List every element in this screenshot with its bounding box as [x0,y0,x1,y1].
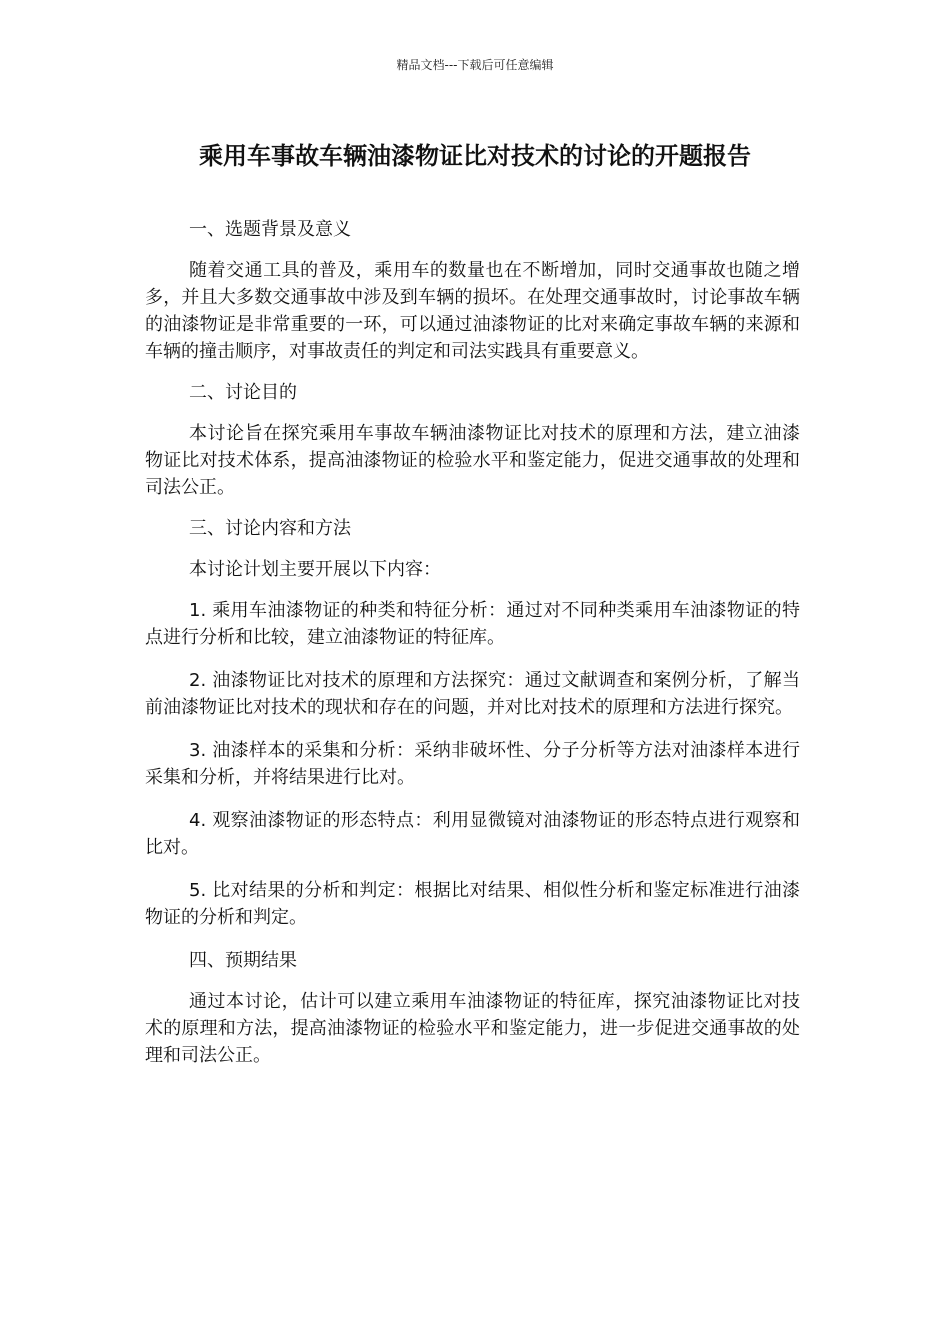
paragraph-purpose: 本讨论旨在探究乘用车事故车辆油漆物证比对技术的原理和方法，建立油漆物证比对技术体系，提高油漆物证的检验水平和鉴定能力，促进交通事故的处理和司法公正。 [145,423,800,498]
document-body [145,216,800,1083]
section-heading-expected-results: 四、预期结果 [189,950,297,971]
paragraph-expected-results: 通过本讨论，估计可以建立乘用车油漆物证的特征库，探究油漆物证比对技术的原理和方法，提高油漆物证的检验水平和鉴定能力，进一步促进交通事故的处理和司法公正。 [145,991,800,1066]
list-item: 3. 油漆样本的采集和分析：采纳非破坏性、分子分析等方法对油漆样本进行采集和分析，并将结果进行比对。 [145,740,800,788]
section-heading-background: 一、选题背景及意义 [189,219,351,240]
list-item: 1. 乘用车油漆物证的种类和特征分析：通过对不同种类乘用车油漆物证的特点进行分析和比较，建立油漆物证的特征库。 [145,600,800,648]
list-item: 2. 油漆物证比对技术的原理和方法探究：通过文献调查和案例分析，了解当前油漆物证比对技术的现状和存在的问题，并对比对技术的原理和方法进行探究。 [145,670,800,718]
section-heading-purpose: 二、讨论目的 [189,382,297,403]
document-title: 乘用车事故车辆油漆物证比对技术的讨论的开题报告 [199,142,751,170]
header-note: 精品文档---下载后可任意编辑 [396,58,554,72]
paragraph-content-intro: 本讨论计划主要开展以下内容： [189,559,441,580]
paragraph-background: 随着交通工具的普及，乘用车的数量也在不断增加，同时交通事故也随之增多，并且大多数交通事故中涉及到车辆的损坏。在处理交通事故时，讨论事故车辆的油漆物证是非常重要的一环，可以通过油漆物证的比对来确定事故车辆的来源和车辆的撞击顺序，对事故责任的判定和司法实践具有重要意义。 [145,260,800,362]
list-item: 5. 比对结果的分析和判定：根据比对结果、相似性分析和鉴定标准进行油漆物证的分析和判定。 [145,880,800,928]
section-heading-content-method: 三、讨论内容和方法 [189,518,351,539]
list-item: 4. 观察油漆物证的形态特点：利用显微镜对油漆物证的形态特点进行观察和比对。 [145,810,800,858]
